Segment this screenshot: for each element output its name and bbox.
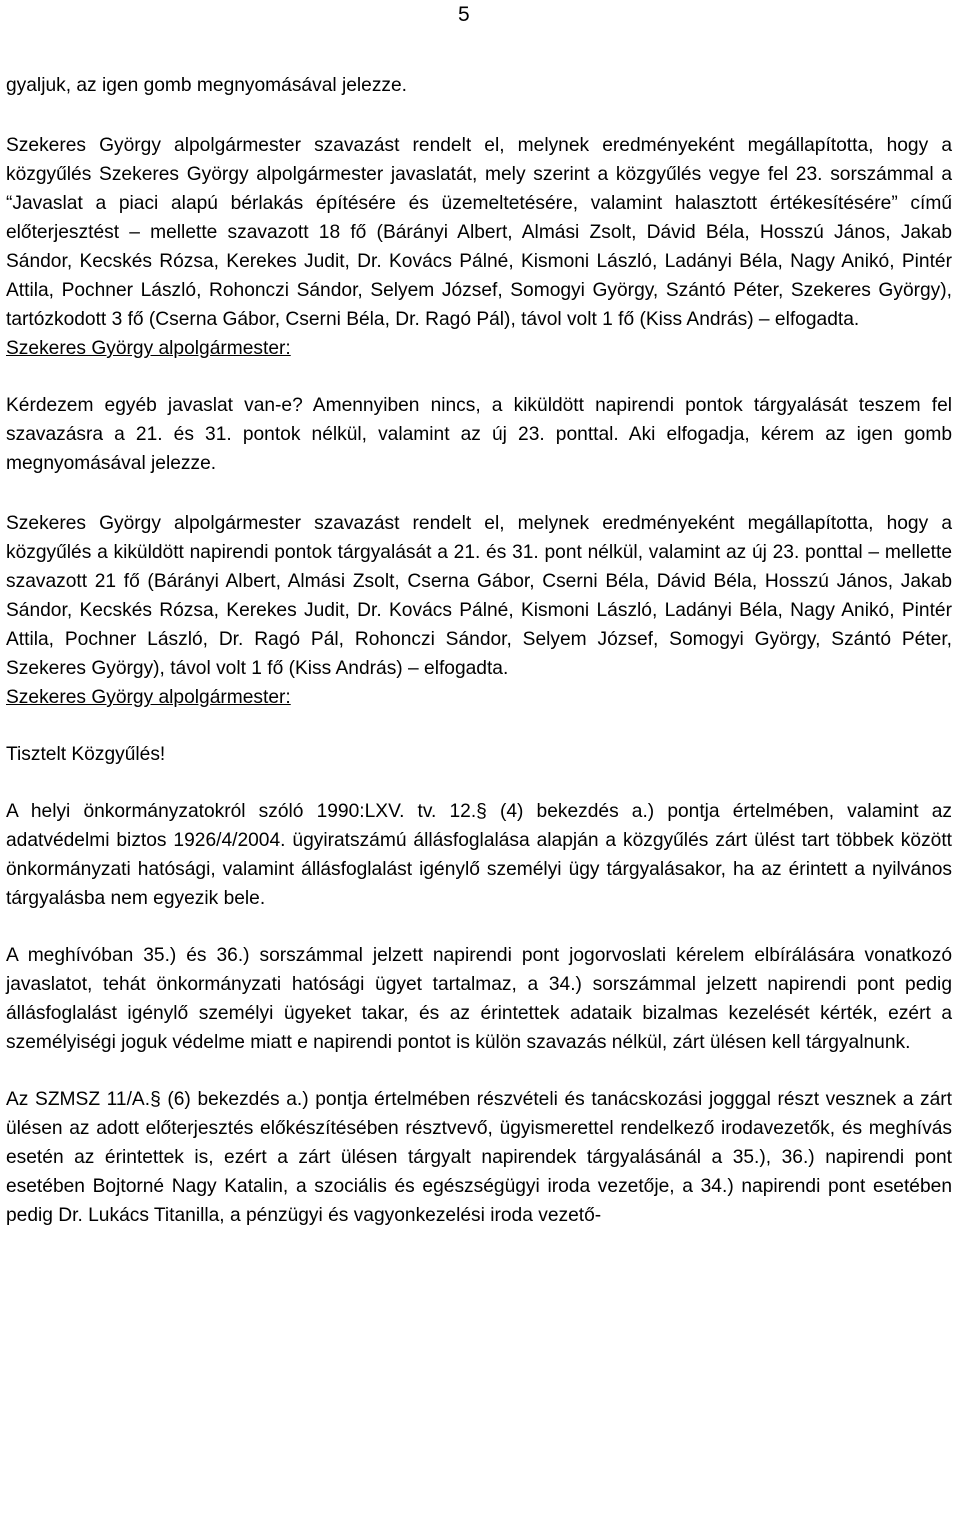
- page-number: 5: [458, 3, 470, 26]
- paragraph-salutation: Tisztelt Közgyűlés!: [6, 744, 166, 765]
- speaker-heading: Szekeres György alpolgármester:: [6, 687, 291, 708]
- paragraph-closed-session-items: A meghívóban 35.) és 36.) sorszámmal jelzett napirendi pont jogorvoslati kérelem elbírálására vonatkozó javaslatot, tehát önkormányzati hatósági ügyet tartalmaz, a 34.) sorszámmal jelzett napirendi pont pedig állásfoglalást igénylő személyi ügyeket takar, és az érintettek adataik bizalmas kezelését kérték, ezért a személyiségi joguk védelme miatt e napirendi pontot is külön szavazás nélkül, zárt ülésen kell tárgyalnunk.: [6, 945, 952, 1053]
- paragraph-legal-basis: A helyi önkormányzatokról szóló 1990:LXV. tv. 12.§ (4) bekezdés a.) pontja értelmében, valamint az adatvédelmi biztos 1926/4/2004. ügyiratszámú állásfoglalása alapján a közgyűlés zárt ülést tart többek között önkormányzati hatósági, valamint állásfoglalást igénylő személyi ügy tárgyalásakor, ha az érintett a nyilvános tárgyalásba nem egyezik bele.: [6, 801, 952, 909]
- paragraph-participants: Az SZMSZ 11/A.§ (6) bekezdés a.) pontja értelmében részvételi és tanácskozási jogggal részt vesznek a zárt ülésen az adott előterjesztés előkészítésében résztvevő, ügyismerettel rendelkező irodavezetők, és meghívás esetén az érintettek is, ezért a zárt ülésen tárgyalt napirendek tárgyalásánál a 35.), 36.) napirendi pont esetében Bojtorné Nagy Katalin, a szociális és egészségügyi iroda vezetője, a 34.) napirendi pont esetében pedig Dr. Lukács Titanilla, a pénzügyi és vagyonkezelési iroda vezető-: [6, 1089, 952, 1226]
- document-body: [6, 71, 952, 1230]
- speaker-heading: Szekeres György alpolgármester:: [6, 338, 291, 359]
- paragraph-question: Kérdezem egyéb javaslat van-e? Amennyiben nincs, a kiküldött napirendi pontok tárgyalását teszem fel szavazásra a 21. és 31. pontok nélkül, valamint az új 23. ponttal. Aki elfogadja, kérem az igen gomb megnyomásával jelezze.: [6, 395, 952, 474]
- paragraph-vote-instruction: gyaljuk, az igen gomb megnyomásával jelezze.: [6, 75, 408, 96]
- paragraph-vote-result-agenda-item: Szekeres György alpolgármester szavazást rendelt el, melynek eredményeként megállapította, hogy a közgyűlés Szekeres György alpolgármester javaslatát, mely szerint a közgyűlés vegye fel 23. sorszámmal a “Javaslat a piaci alapú bérlakás építésére és üzemeltetésére, valamint halasztott értékesítésére” című előterjesztést – mellette szavazott 18 fő (Bárányi Albert, Almási Zsolt, Dávid Béla, Hosszú János, Jakab Sándor, Kecskés Rózsa, Kerekes Judit, Dr. Kovács Pálné, Kismoni László, Ladányi Béla, Nagy Anikó, Pintér Attila, Pochner László, Rohonczi Sándor, Selyem József, Somogyi György, Szántó Péter, Szekeres György), tartózkodott 3 fő (Cserna Gábor, Cserni Béla, Dr. Ragó Pál), távol volt 1 fő (Kiss András) – elfogadta.: [6, 135, 952, 330]
- paragraph-vote-result-agenda: Szekeres György alpolgármester szavazást rendelt el, melynek eredményeként megállapította, hogy a közgyűlés a kiküldött napirendi pontok tárgyalását a 21. és 31. pont nélkül, valamint az új 23. ponttal – mellette szavazott 21 fő (Bárányi Albert, Almási Zsolt, Cserna Gábor, Cserni Béla, Dávid Béla, Hosszú János, Jakab Sándor, Kecskés Rózsa, Kerekes Judit, Dr. Kovács Pálné, Kismoni László, Ladányi Béla, Nagy Anikó, Pintér Attila, Pochner László, Dr. Ragó Pál, Rohonczi Sándor, Selyem József, Somogyi György, Szántó Péter, Szekeres György), távol volt 1 fő (Kiss András) – elfogadta.: [6, 513, 952, 679]
